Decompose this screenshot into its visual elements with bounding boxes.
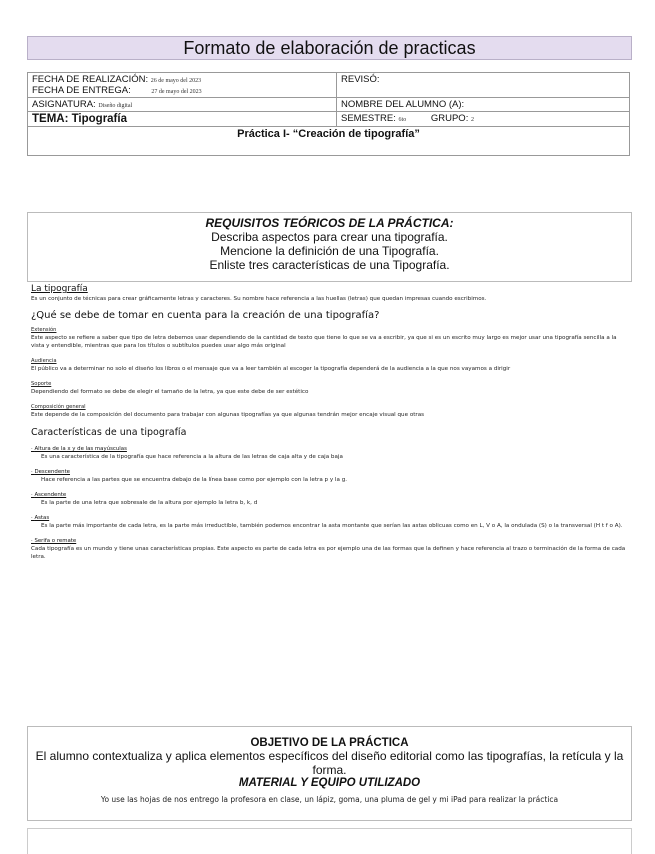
objetivo-box xyxy=(27,726,632,821)
aspect-title: Audiencia xyxy=(31,358,57,364)
aspect-title: Composición general xyxy=(31,404,86,410)
asignatura-cell xyxy=(28,98,337,112)
reviso-cell xyxy=(337,73,630,98)
feature-title: · Descendente xyxy=(31,469,70,475)
grupo-label: GRUPO: xyxy=(430,113,469,124)
reviso-label: REVISÓ: xyxy=(341,74,380,85)
requisitos-heading: REQUISITOS TEÓRICOS DE LA PRÁCTICA: xyxy=(205,216,454,230)
tipografia-title: La tipografía xyxy=(31,284,88,294)
next-section-box xyxy=(27,828,632,854)
feature-title: · Ascendente xyxy=(31,492,67,498)
semestre-value: 6to xyxy=(398,117,407,123)
aspect-item xyxy=(31,326,627,350)
aspect-text: Dependiendo del formato se debe de elegir el tamaño de la letra, ya que este debe de ser estético xyxy=(31,389,309,395)
feature-item xyxy=(31,514,627,530)
aspect-item xyxy=(31,357,627,373)
objetivo-text: El alumno contextualiza y aplica elementos específicos del diseño editorial como las tipografías, la retícula y la forma. xyxy=(35,749,624,777)
feature-title: · Serifa o remate xyxy=(31,538,77,544)
feature-text: Hace referencia a las partes que se encuentra debajo de la línea base como por ejemplo con la letra p y la g. xyxy=(41,477,348,483)
requisito-line: Enliste tres características de una Tipografía. xyxy=(209,258,450,272)
features-heading: Características de una tipografía xyxy=(31,427,187,438)
question-heading: ¿Qué se debe de tomar en cuenta para la creación de una tipografía? xyxy=(31,310,380,321)
feature-title: · Altura de la x y de las mayúsculas xyxy=(31,446,127,452)
feature-title: · Astas xyxy=(31,515,50,521)
material-text: Yo use las hojas de nos entrego la profesora en clase, un lápiz, goma, una pluma de gel y mi iPad para realizar la práctica xyxy=(100,795,559,804)
info-table xyxy=(27,72,630,156)
feature-text: Es la parte de una letra que sobresale de la altura por ejemplo la letra b, k, d xyxy=(41,500,258,506)
aspect-title: Extensión xyxy=(31,327,57,333)
tema-cell xyxy=(28,112,337,127)
fecha-entrega-label: FECHA DE ENTREGA: xyxy=(32,85,131,96)
nombre-cell xyxy=(337,98,630,112)
aspect-text: Este depende de la composición del documento para trabajar con algunas tipografías ya que algunas tendrán mejor encaje visual que otras xyxy=(31,412,425,418)
requisito-line: Mencione la definición de una Tipografía. xyxy=(220,244,439,258)
page-title: Formato de elaboración de practicas xyxy=(27,36,632,60)
feature-item xyxy=(31,491,627,507)
fecha-entrega-value: 27 de mayo del 2023 xyxy=(151,89,202,95)
nombre-label: NOMBRE DEL ALUMNO (A): xyxy=(341,99,465,110)
feature-text: Es la parte más importante de cada letra, es la parte más irreductible, también podemos encontrar la asta montante que serían las astas oblicuas como en L, V o A, la ondulada (S) o la transversal (H t f o A). xyxy=(41,523,623,529)
aspect-item xyxy=(31,380,627,396)
fecha-cell xyxy=(28,73,337,98)
material-heading: MATERIAL Y EQUIPO UTILIZADO xyxy=(238,777,421,789)
aspect-text: Este aspecto se refiere a saber que tipo de letra debemos usar dependiendo de la cantidad de texto que tiene lo que se va a escribir, ya que si es un escrito muy largo es mejor usar una tipografía sencilla a la vista y entendible, mientras que para los títulos o subtítulos puedes usar algo más original xyxy=(31,335,617,349)
aspect-item xyxy=(31,403,627,419)
aspect-title: Soporte xyxy=(31,381,52,387)
feature-text: Cada tipografía es un mundo y tiene unas características propias. Este aspecto es parte de cada letra es por ejemplo una de las formas que la definen y hace referencia al trazo o terminación de la forma de cada letra. xyxy=(31,546,626,560)
handwritten-content xyxy=(31,284,627,568)
feature-item xyxy=(31,445,627,461)
semestre-cell xyxy=(337,112,630,127)
grupo-value: 2 xyxy=(470,117,474,123)
requisitos-box xyxy=(27,212,632,282)
requisito-line: Describa aspectos para crear una tipografía. xyxy=(211,230,448,244)
aspect-text: El público va a determinar no solo el diseño los libros o el mensaje que va a leer también al escoger la tipografía dependerá de la audiencia a la que nos vayamos a dirigir xyxy=(31,366,511,372)
practica-title: Práctica I- “Creación de tipografía” xyxy=(28,127,630,156)
fecha-realizacion-value: 26 de mayo del 2023 xyxy=(150,78,202,84)
objetivo-heading: OBJETIVO DE LA PRÁCTICA xyxy=(250,737,409,749)
semestre-label: SEMESTRE: xyxy=(341,113,396,124)
feature-text: Es una característica de la tipografía que hace referencia a la altura de las letras de caja alta y de caja baja xyxy=(41,454,343,460)
feature-item xyxy=(31,537,627,561)
tipografia-definition: Es un conjunto de técnicas para crear gráficamente letras y caracteres. Su nombre hace referencia a las huellas (letras) que quedan impresas cuando escribimos. xyxy=(31,296,487,302)
asignatura-value: Diseño digital xyxy=(98,103,133,109)
fecha-realizacion-label: FECHA DE REALIZACIÓN: xyxy=(32,74,149,85)
asignatura-label: ASIGNATURA: xyxy=(32,99,96,110)
tema-label: TEMA: Tipografía xyxy=(32,113,127,125)
feature-item xyxy=(31,468,627,484)
